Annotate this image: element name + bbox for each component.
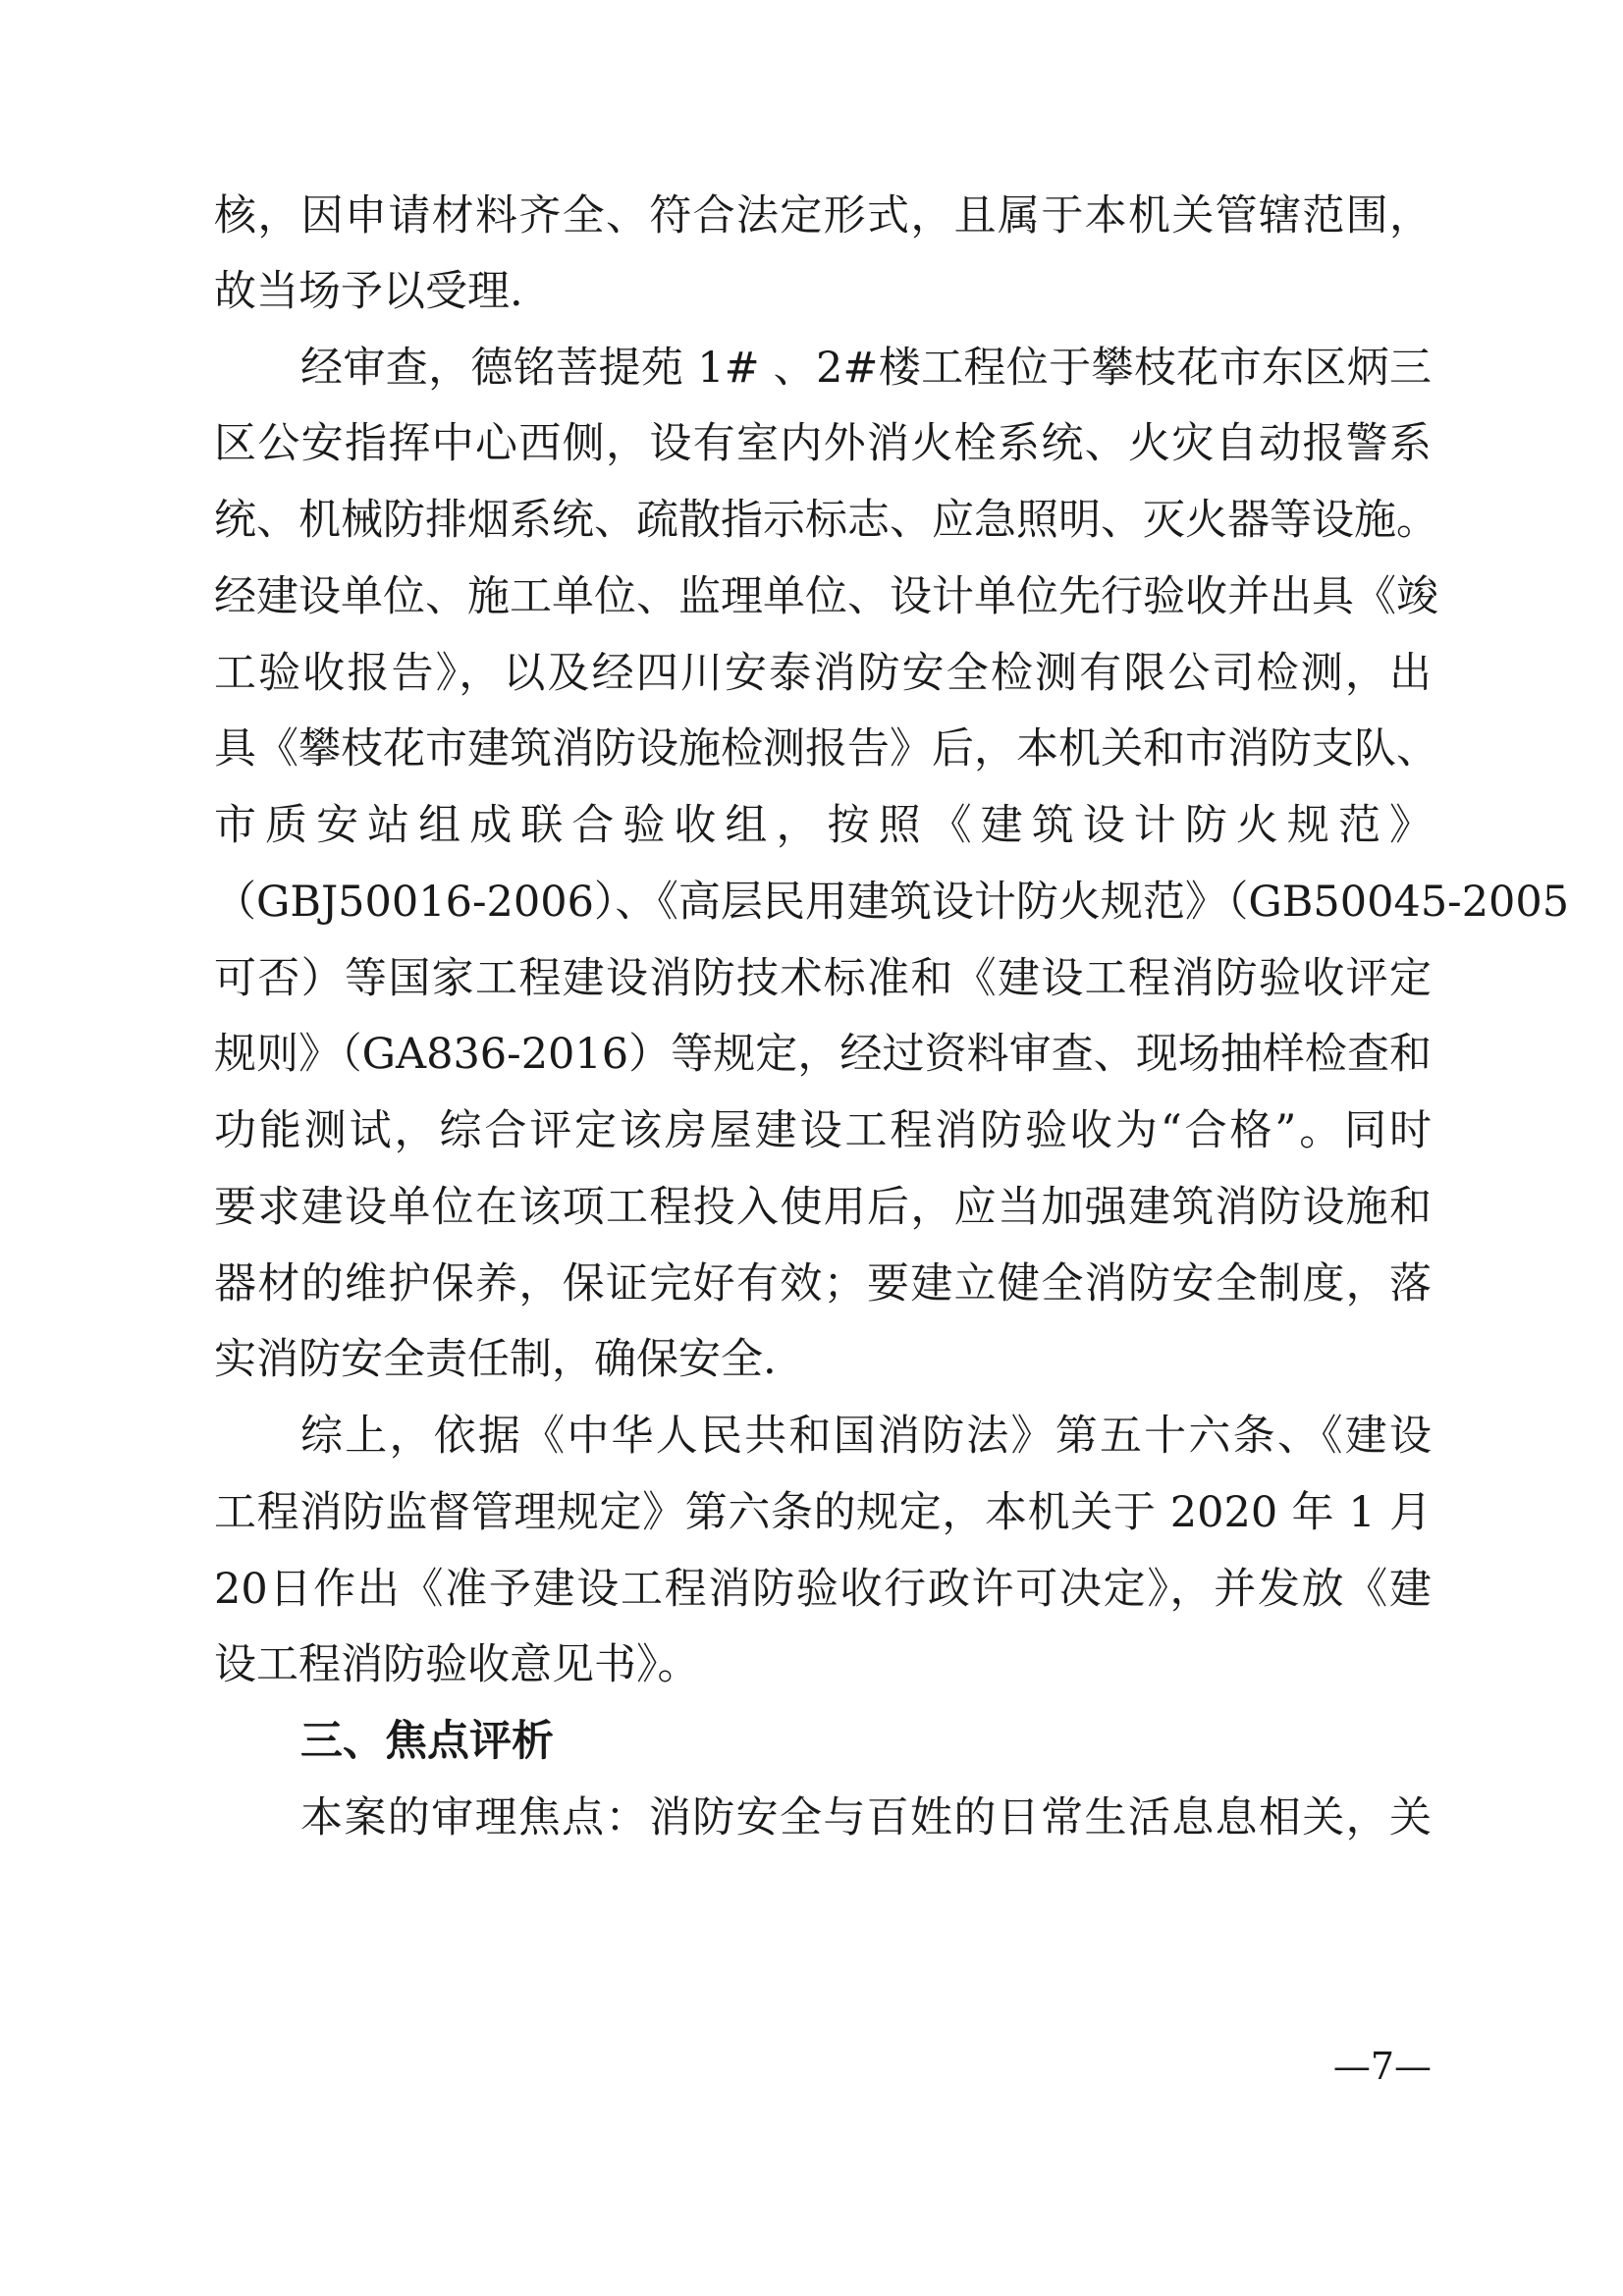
text-line: 经建设单位、施工单位、监理单位、设计单位先行验收并出具《竣: [214, 572, 1438, 621]
text-line: 核，因申请材料齐全、符合法定形式，且属于本机关管辖范围，: [214, 191, 1432, 240]
text-line: 要求建设单位在该项工程投入使用后，应当加强建筑消防设施和: [214, 1183, 1432, 1232]
text-line: 统、机械防排烟系统、疏散指示标志、应急照明、灭火器等设施。: [214, 496, 1438, 545]
text-line: 设工程消防验收意见书》。: [214, 1640, 700, 1689]
page-number: —7—: [1332, 2045, 1432, 2088]
text-line: 工验收报告》，以及经四川安泰消防安全检测有限公司检测，出: [214, 649, 1432, 698]
text-line: 区公安指挥中心西侧，设有室内外消火栓系统、火灾自动报警系: [214, 419, 1432, 468]
text-line: 20日作出《准予建设工程消防验收行政许可决定》，并发放《建: [214, 1565, 1432, 1614]
text-line: 功能测试，综合评定该房屋建设工程消防验收为“合格”。同时: [214, 1106, 1432, 1155]
text-line: （GBJ50016-2006）、《高层民用建筑设计防火规范》（GB50045-2005: [214, 878, 1570, 927]
text-line: 规则》（GA836-2016）等规定，经过资料审查、现场抽样检查和: [214, 1030, 1432, 1079]
text-line: 经审查，德铭菩提苑 1# 、2#楼工程位于攀枝花市东区炳三: [300, 344, 1432, 393]
text-line: 市质安站组成联合验收组，按照《建筑设计防火规范》: [214, 801, 1432, 850]
text-line: 器材的维护保养，保证完好有效；要建立健全消防安全制度，落: [214, 1259, 1432, 1308]
text-line: 综上，依据《中华人民共和国消防法》第五十六条、《建设: [300, 1412, 1432, 1461]
section-heading: 三、焦点评析: [300, 1717, 554, 1766]
text-line: 本案的审理焦点：消防安全与百姓的日常生活息息相关，关: [300, 1793, 1432, 1842]
text-line: 工程消防监督管理规定》第六条的规定，本机关于 2020 年 1 月: [214, 1488, 1432, 1537]
text-line: 故当场予以受理.: [214, 267, 523, 316]
text-line: 可否）等国家工程建设消防技术标准和《建设工程消防验收评定: [214, 954, 1432, 1003]
text-line: 实消防安全责任制，确保安全.: [214, 1335, 777, 1384]
text-line: 具《攀枝花市建筑消防设施检测报告》后，本机关和市消防支队、: [214, 724, 1438, 774]
